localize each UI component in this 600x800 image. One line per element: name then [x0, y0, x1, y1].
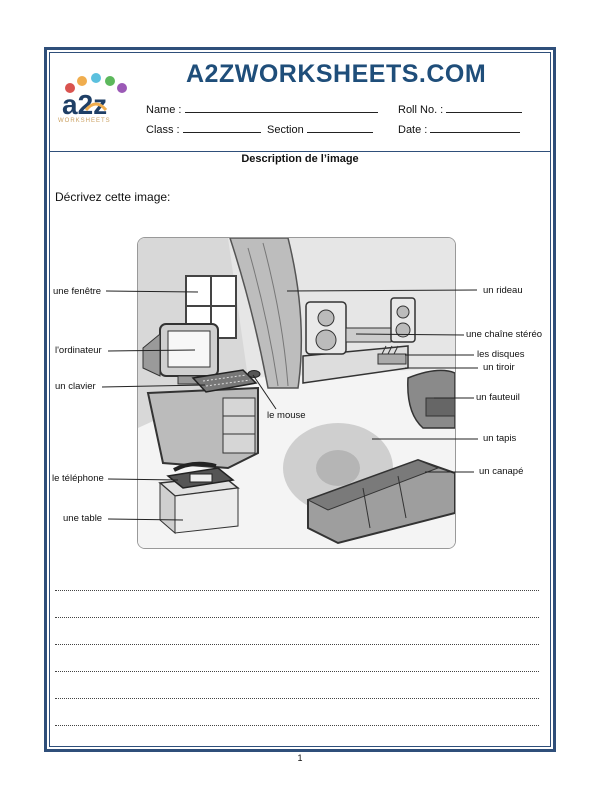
label-tapis: un tapis [483, 433, 517, 444]
mouse-drawing [248, 371, 260, 378]
class-blank[interactable] [183, 123, 261, 133]
label-fenetre: une fenêtre [53, 286, 102, 297]
roll-blank[interactable] [446, 103, 522, 113]
label-mouse: le mouse [267, 410, 306, 421]
section-blank[interactable] [307, 123, 373, 133]
instruction-text: Décrivez cette image: [55, 190, 171, 204]
label-chaine: une chaîne stéréo [466, 329, 543, 340]
class-label: Class : [146, 124, 180, 136]
label-tiroir: un tiroir [483, 362, 515, 373]
name-field[interactable] [146, 103, 378, 116]
logo-caption: WORKSHEETS [58, 118, 111, 124]
label-fauteuil: un fauteuil [476, 392, 520, 403]
date-blank[interactable] [430, 123, 520, 133]
label-clavier: un clavier [55, 381, 96, 392]
answer-line[interactable] [55, 617, 539, 618]
label-telephone: le téléphone [52, 473, 104, 484]
roll-label: Roll No. : [398, 104, 444, 116]
class-field[interactable] [146, 123, 261, 136]
answer-line[interactable] [55, 725, 539, 726]
site-title: A2ZWORKSHEETS.COM [186, 60, 487, 88]
date-label: Date : [398, 124, 428, 136]
date-field[interactable] [398, 123, 520, 136]
label-disques: les disques [477, 349, 525, 360]
label-rideau: un rideau [483, 285, 523, 296]
answer-line[interactable] [55, 671, 539, 672]
name-blank[interactable] [185, 103, 378, 113]
label-table: une table [63, 513, 103, 524]
name-label: Name : [146, 104, 182, 116]
worksheet-heading: Description de l’image [241, 153, 359, 165]
living-room-illustration [137, 237, 456, 549]
logo-text: a2z [62, 89, 108, 120]
section-label: Section [267, 124, 304, 136]
label-canape: un canapé [479, 466, 524, 477]
answer-line[interactable] [55, 590, 539, 591]
section-field[interactable] [267, 123, 373, 136]
page-number: 1 [297, 753, 303, 763]
roll-field[interactable] [398, 103, 522, 116]
answer-line[interactable] [55, 644, 539, 645]
answer-line[interactable] [55, 698, 539, 699]
label-ordinateur: l'ordinateur [55, 345, 102, 356]
header-divider [49, 151, 551, 152]
